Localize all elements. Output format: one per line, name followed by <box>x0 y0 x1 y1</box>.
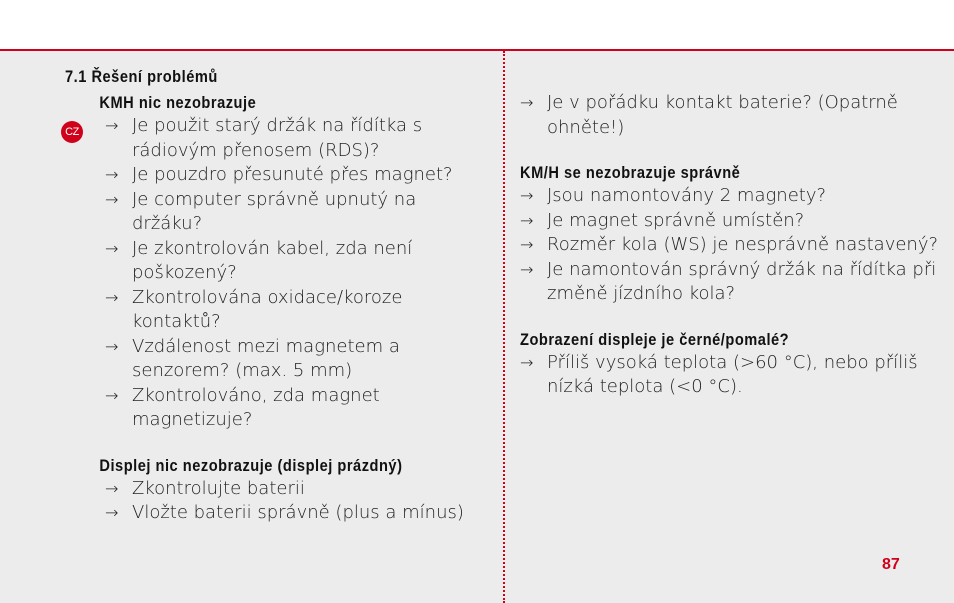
arrow-right-icon: → <box>105 336 119 356</box>
section-title: 7.1 Řešení problémů <box>65 67 218 86</box>
arrow-right-icon: → <box>105 385 119 405</box>
arrow-right-icon: → <box>520 235 534 254</box>
group-heading: KM/H se nezobrazuje správně <box>520 163 741 182</box>
checklist <box>520 91 940 140</box>
checklist <box>520 184 940 307</box>
arrow-right-icon: → <box>105 478 119 498</box>
arrow-right-icon: → <box>105 238 119 258</box>
list-item: → Je zkontrolován kabel, zda není poškozený? <box>105 237 413 283</box>
arrow-right-icon: → <box>520 210 534 230</box>
arrow-right-icon: → <box>105 503 119 522</box>
arrow-right-icon: → <box>105 116 119 135</box>
list-item: → Zkontrolováno, zda magnet magnetizuje? <box>105 384 380 430</box>
group-heading: Displej nic nezobrazuje (displej prázdný) <box>99 455 403 475</box>
group-heading: KMH nic nezobrazuje <box>99 93 257 112</box>
list-item: → Vzdálenost mezi magnetem a senzorem? (max. 5 mm) <box>105 335 400 381</box>
list-item: → Je namontován správný držák na řídítka při změně jízdního kola? <box>520 258 937 304</box>
arrow-right-icon: → <box>520 93 534 112</box>
list-item: → Rozměr kola (WS) je nesprávně nastavený? <box>520 233 940 258</box>
list-item: → Vložte baterii správně (plus a mínus) <box>105 501 485 526</box>
list-item: → Je použit starý držák na řídítka s rádiovým přenosem (RDS)? <box>105 115 423 161</box>
arrow-right-icon: → <box>105 165 119 184</box>
checklist <box>65 477 485 526</box>
group-heading: Zobrazení displeje je černé/pomalé? <box>520 329 790 349</box>
list-item: → Je magnet správně umístěn? <box>520 209 940 234</box>
list-item: → Zkontrolujte baterii <box>105 477 485 502</box>
checklist <box>65 114 485 433</box>
list-item: → Příliš vysoká teplota (>60 °C), nebo příliš nízká teplota (<0 °C). <box>520 351 918 397</box>
list-item: → Je pouzdro přesunuté přes magnet? <box>105 163 485 188</box>
header-band <box>0 0 954 51</box>
arrow-right-icon: → <box>105 189 119 209</box>
right-column <box>520 91 940 400</box>
list-item: → Jsou namontovány 2 magnety? <box>520 184 940 209</box>
language-badge: CZ <box>61 121 83 143</box>
list-item: → Zkontrolována oxidace/koroze kontaktů? <box>105 286 403 332</box>
list-item: → Je v pořádku kontakt baterie? (Opatrně ohněte!) <box>520 92 898 138</box>
list-item: → Je computer správně upnutý na držáku? <box>105 188 417 234</box>
column-divider <box>503 51 505 603</box>
arrow-right-icon: → <box>520 352 534 372</box>
left-column <box>65 66 485 526</box>
arrow-right-icon: → <box>520 259 534 279</box>
checklist <box>520 351 940 400</box>
arrow-right-icon: → <box>105 287 119 307</box>
arrow-right-icon: → <box>520 186 534 205</box>
page-number: 87 <box>882 556 900 573</box>
